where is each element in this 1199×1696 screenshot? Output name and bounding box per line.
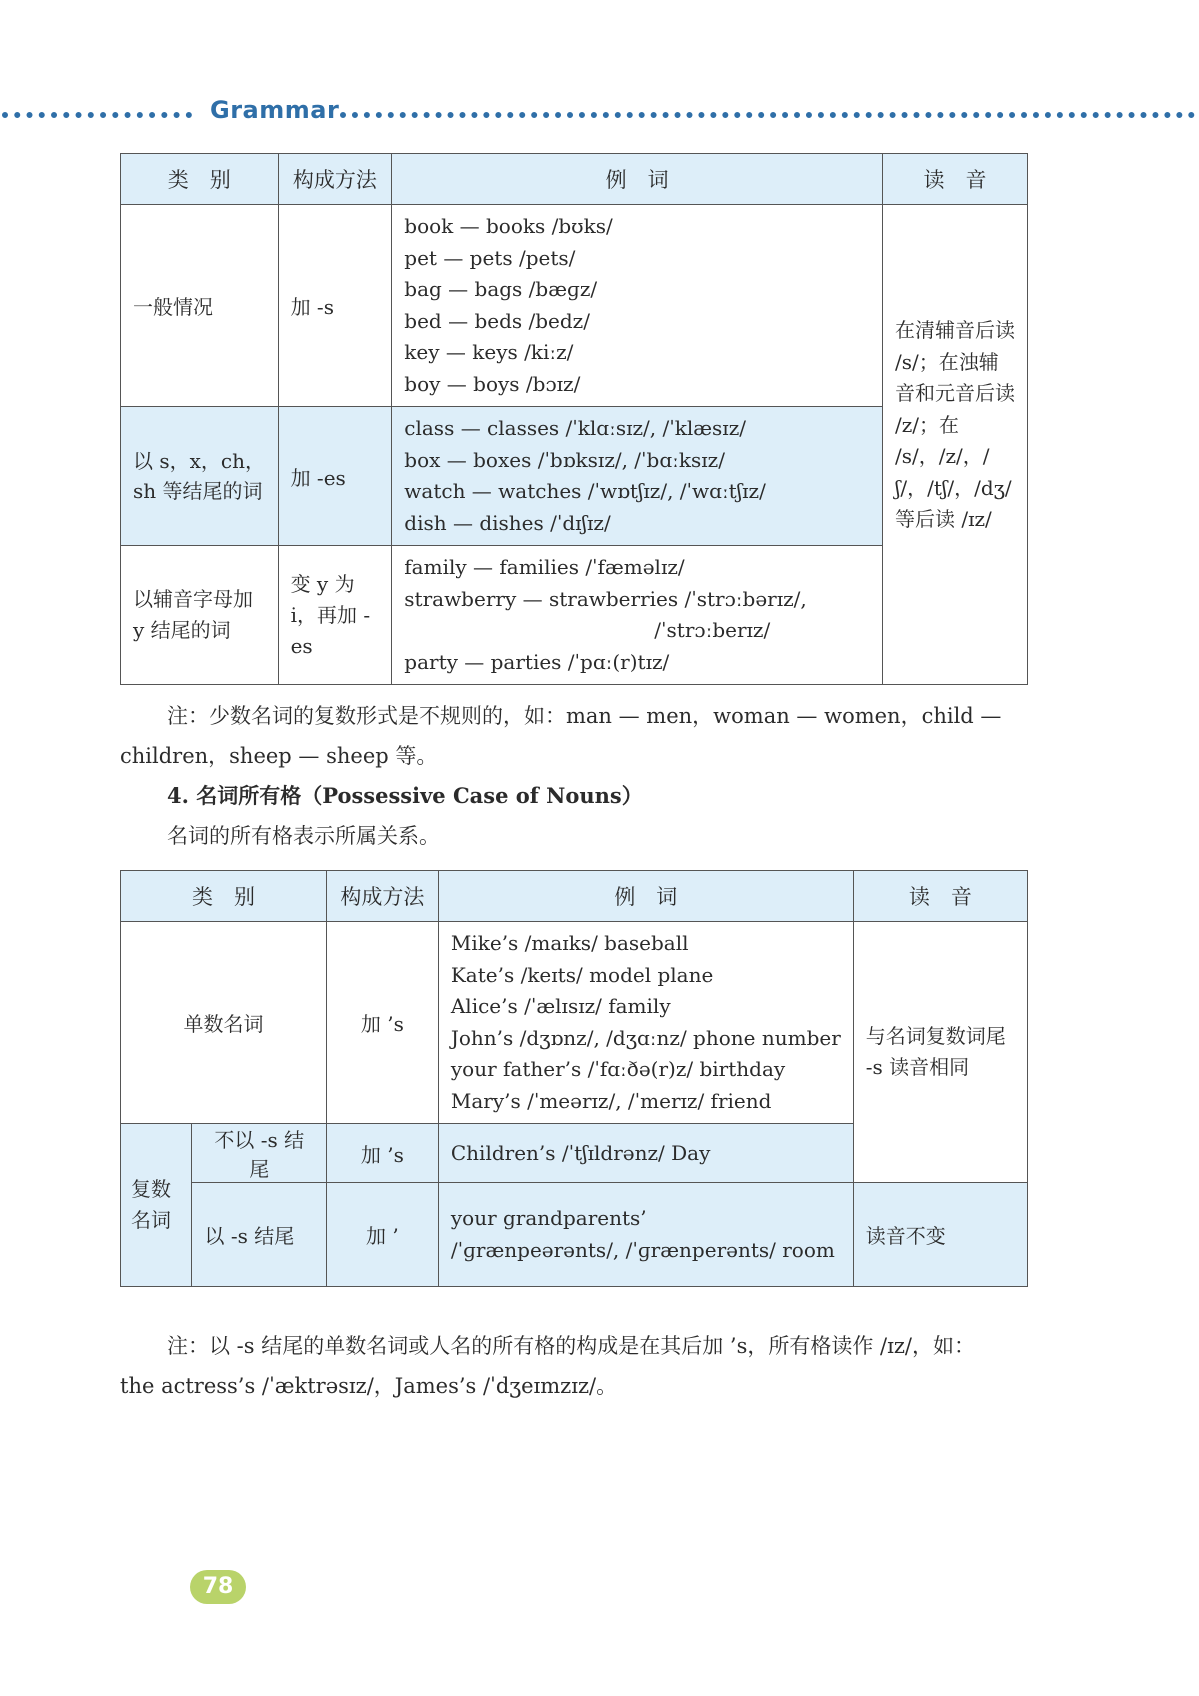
singular-pronunciation: 与名词复数词尾 -s 读音相同 bbox=[853, 922, 1027, 1183]
table-row bbox=[121, 1183, 1028, 1287]
table-header-row bbox=[121, 871, 1028, 922]
section-heading: 4. 名词所有格（Possessive Case of Nouns） bbox=[167, 783, 643, 808]
header-pronunciation: 读 音 bbox=[853, 871, 1027, 922]
row-category: 以 s，x，ch，sh 等结尾的词 bbox=[121, 407, 279, 546]
example-line: party — parties /ˈpɑː(r)tɪz/ bbox=[404, 649, 670, 674]
example-line: strawberry — strawberries /ˈstrɔːbərɪz/, bbox=[404, 586, 807, 611]
example-line: dish — dishes /ˈdɪʃɪz/ bbox=[404, 510, 611, 535]
header-category: 类 别 bbox=[121, 871, 327, 922]
pronunciation-cell: 在清辅音后读 /s/；在浊辅音和元音后读 /z/；在 /s/，/z/，/ʃ/，/tʃ/，/dʒ/ 等后读 /ɪz/ bbox=[882, 205, 1027, 685]
page-number: 78 bbox=[190, 1570, 246, 1604]
note-irregular-line1: 注：少数名词的复数形式是不规则的，如：man — men，woman — women，child — bbox=[167, 704, 1002, 728]
plural-not-s-example: Children’s /ˈtʃɪldrənz/ Day bbox=[438, 1124, 853, 1183]
example-line: John’s /dʒɒnz/, /dʒɑːnz/ phone number bbox=[450, 1025, 841, 1050]
note-possessive-line1: 注：以 -s 结尾的单数名词或人名的所有格的构成是在其后加 ’s，所有格读作 /ɪz/，如： bbox=[167, 1334, 975, 1358]
singular-method: 加 ’s bbox=[326, 922, 438, 1124]
example-line: Kate’s /keɪts/ model plane bbox=[450, 962, 714, 987]
example-line: bed — beds /bedz/ bbox=[404, 308, 590, 333]
plural-not-s-method: 加 ’s bbox=[326, 1124, 438, 1183]
example-line: watch — watches /ˈwɒtʃɪz/, /ˈwɑːtʃɪz/ bbox=[404, 479, 766, 503]
row-category: 一般情况 bbox=[121, 205, 279, 407]
plural-group-label: 复数名词 bbox=[121, 1124, 192, 1287]
header-pronunciation: 读 音 bbox=[882, 154, 1027, 205]
example-line: key — keys /kiːz/ bbox=[404, 340, 574, 364]
table-row bbox=[121, 205, 1028, 407]
header-title: Grammar bbox=[210, 96, 340, 124]
plural-s-pronunciation: 读音不变 bbox=[853, 1183, 1027, 1287]
note-irregular-line2: children，sheep — sheep 等。 bbox=[120, 744, 438, 768]
plural-s-examples bbox=[438, 1183, 853, 1287]
header-dots-left bbox=[2, 112, 192, 124]
singular-examples bbox=[438, 922, 853, 1124]
row-method: 加 -s bbox=[278, 205, 392, 407]
example-line: family — families /ˈfæməlɪz/ bbox=[404, 555, 685, 579]
example-line: /ˈstrɔːberɪz/ bbox=[654, 618, 771, 642]
example-line: box — boxes /ˈbɒksɪz/, /ˈbɑːksɪz/ bbox=[404, 447, 725, 472]
row-examples bbox=[392, 205, 883, 407]
example-line: book — books /bʊks/ bbox=[404, 214, 613, 238]
page-header bbox=[0, 96, 1199, 132]
plural-s-category: 以 -s 结尾 bbox=[192, 1183, 326, 1287]
row-method: 变 y 为 i，再加 -es bbox=[278, 546, 392, 685]
row-category: 以辅音字母加 y 结尾的词 bbox=[121, 546, 279, 685]
plural-not-s-category: 不以 -s 结尾 bbox=[192, 1124, 326, 1183]
plural-s-method: 加 ’ bbox=[326, 1183, 438, 1287]
header-dots-right bbox=[340, 112, 1195, 124]
example-line: /ˈɡrænpeərənts/, /ˈɡrænperənts/ room bbox=[450, 1237, 835, 1262]
section-intro: 名词的所有格表示所属关系。 bbox=[167, 824, 440, 848]
example-line: boy — boys /bɔɪz/ bbox=[404, 371, 581, 396]
example-line: pet — pets /pets/ bbox=[404, 245, 576, 270]
header-examples: 例 词 bbox=[438, 871, 853, 922]
example-line: Mike’s /maɪks/ baseball bbox=[450, 931, 689, 955]
example-line: Alice’s /ˈælɪsɪz/ family bbox=[450, 994, 671, 1018]
example-line: class — classes /ˈklɑːsɪz/, /ˈklæsɪz/ bbox=[404, 416, 746, 440]
example-line: your grandparents’ bbox=[450, 1206, 647, 1230]
header-category: 类 别 bbox=[121, 154, 279, 205]
plural-rules-table bbox=[120, 153, 1028, 685]
note-possessive-line2: the actress’s /ˈæktrəsɪz/，James’s /ˈdʒeɪmzɪz/。 bbox=[120, 1374, 618, 1398]
row-examples bbox=[392, 546, 883, 685]
row-examples bbox=[392, 407, 883, 546]
header-examples: 例 词 bbox=[392, 154, 883, 205]
possessive-table bbox=[120, 870, 1028, 1287]
header-method: 构成方法 bbox=[326, 871, 438, 922]
example-line: your father’s /ˈfɑːðə(r)z/ birthday bbox=[450, 1057, 786, 1081]
example-line: Mary’s /ˈmeərɪz/, /ˈmerɪz/ friend bbox=[450, 1088, 772, 1113]
singular-category: 单数名词 bbox=[121, 922, 327, 1124]
table-header-row bbox=[121, 154, 1028, 205]
example-line: bag — bags /bæɡz/ bbox=[404, 277, 598, 301]
header-method: 构成方法 bbox=[278, 154, 392, 205]
row-method: 加 -es bbox=[278, 407, 392, 546]
table-row bbox=[121, 922, 1028, 1124]
